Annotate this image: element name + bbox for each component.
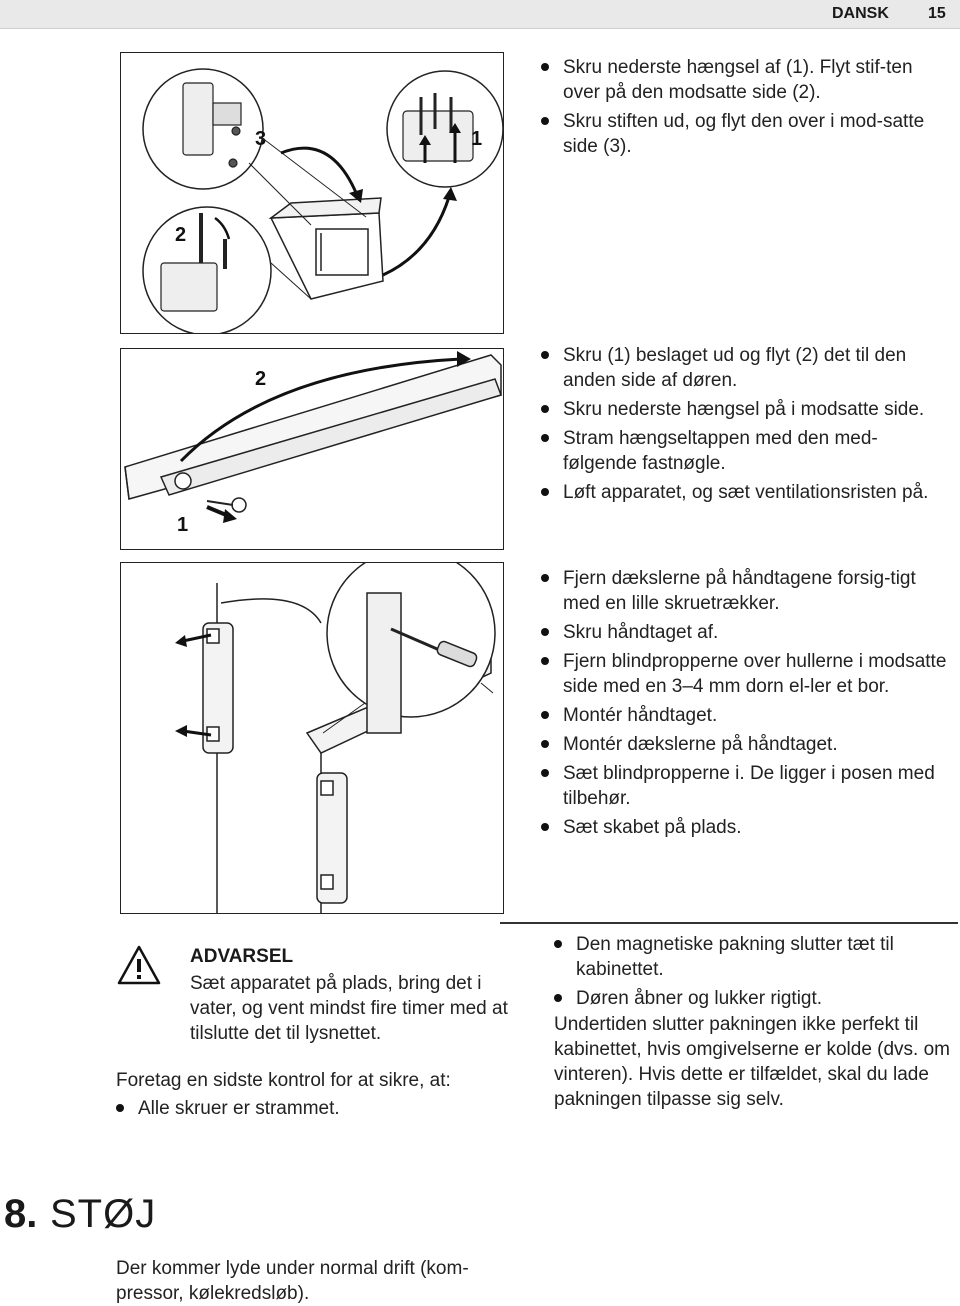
warning-icon [116,944,162,986]
page-number: 15 [928,5,946,22]
step-list-2 [537,343,947,509]
list-item: Skru håndtaget af. [537,620,947,645]
final-check-list-right [550,932,950,1015]
warning-text: Sæt apparatet på plads, bring det i vater, og vent mindst fire timer med at tilslutte det til lysnettet. [190,973,508,1044]
section-number: 8. [4,1192,38,1236]
list-item: Montér dækslerne på håndtaget. [537,732,947,757]
list-item: Skru (1) beslaget ud og flyt (2) det til den anden side af døren. [537,343,947,393]
list-item: Skru nederste hængsel af (1). Flyt stif-ten over på den modsatte side (2). [537,55,937,105]
step-list-1 [537,55,937,163]
list-item: Døren åbner og lukker rigtigt. [550,986,950,1011]
label-2: 2 [255,368,267,390]
figure-hinge-relocation [120,52,504,334]
list-item: Montér håndtaget. [537,703,947,728]
final-check-note: Undertiden slutter pakningen ikke perfekt til kabinettet, hvis omgivelserne er kolde (dvs. om vinteren). Hvis dette er tilfældet, skal du lade pakningen tilpasse sig selv. [554,1014,951,1110]
label-1: 1 [471,128,483,150]
list-item: Løft apparatet, og sæt ventilationsristen på. [537,480,947,505]
label-3: 3 [255,128,267,150]
section-title: STØJ [50,1192,157,1236]
list-item: Skru stiften ud, og flyt den over i mod-satte side (3). [537,109,937,159]
label-2: 2 [175,224,187,246]
header-language: DANSK [832,5,889,22]
step-list-3 [537,566,947,844]
list-item: Den magnetiske pakning slutter tæt til kabinettet. [550,932,950,982]
page-header [0,0,960,29]
list-item: Alle skruer er strammet. [112,1096,512,1121]
list-item: Sæt skabet på plads. [537,815,947,840]
label-1: 1 [177,514,189,536]
handle-illustration [121,563,504,914]
figure-handle-relocation [120,562,504,914]
final-check-intro: Foretag en sidste kontrol for at sikre, at: [116,1070,451,1091]
hinge-illustration [121,53,504,334]
list-item: Stram hængseltappen med den med-følgende fastnøgle. [537,426,947,476]
list-item: Fjern blindpropperne over hullerne i modsatte side med en 3–4 mm dorn el-ler et bor. [537,649,947,699]
list-item: Sæt blindpropperne i. De ligger i posen med tilbehør. [537,761,947,811]
final-check-list-left [112,1096,512,1125]
figure-door-bracket [120,348,504,550]
warning-title: ADVARSEL [190,946,294,967]
divider [500,922,958,924]
list-item: Fjern dækslerne på håndtagene forsig-tigt med en lille skruetrækker. [537,566,947,616]
section-text: Der kommer lyde under normal drift (kom-pressor, kølekredsløb). [116,1258,469,1304]
list-item: Skru nederste hængsel på i modsatte side. [537,397,947,422]
door-bracket-illustration [121,349,504,550]
